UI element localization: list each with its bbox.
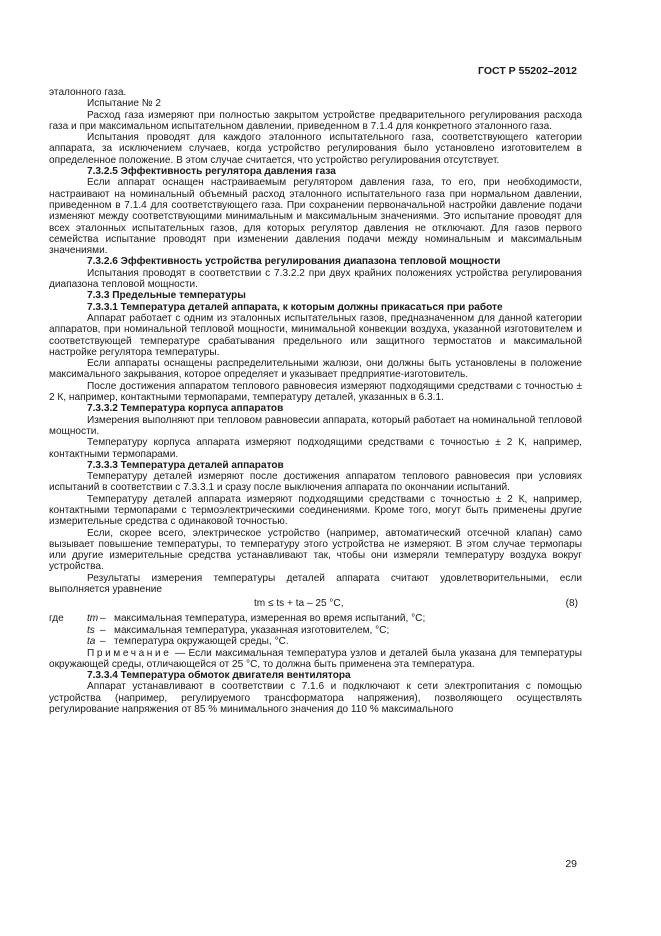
legend-dash: – <box>100 624 106 636</box>
paragraph: Испытания проводят в соответствии с 7.3.2.2 при двух крайних положениях устройства регулирования диапазона тепловой мощности. <box>49 267 582 291</box>
paragraph: Измерения выполняют при тепловом равновесии аппарата, который работает на номинальной тепловой мощности. <box>49 414 582 437</box>
section-heading-7-3-3-4: 7.3.3.4 Температура обмоток двигателя вентилятора <box>87 670 351 682</box>
test-label: Испытание № 2 <box>87 98 162 110</box>
note-paragraph <box>49 648 582 671</box>
paragraph: Расход газа измеряют при полностью закрытом устройстве предварительного регулирования расхода газа и при максимальном испытательном давлении, приведенном в 7.1.4 для конкретного эталонного газа. <box>49 109 582 132</box>
legend-symbol: ta <box>87 636 96 648</box>
document-standard-title: ГОСТ Р 55202–2012 <box>478 65 577 77</box>
equation-number: (8) <box>565 598 578 610</box>
section-heading-7-3-3-2: 7.3.3.2 Температура корпуса аппаратов <box>87 403 284 415</box>
paragraph: Если аппараты оснащены распределительными жалюзи, они должны быть установлены в положение максимального закрывания, которое определяет и указывает предприятие-изготовитель. <box>49 358 582 381</box>
note-text: — Если максимальная температура узлов и деталей была указана для температуры окружающей среды, отличающейся от 25 °C, то должна быть применена эта температура. <box>49 647 582 670</box>
paragraph: Если аппарат оснащен настраиваемым регулятором давления газа, то его, при необходимости, настраивают на номинальный объемный расход эталонного испытательного газа при нормальном давлении, приведенном в 7.1.4 для соответствующего газа. При сохранении первоначальной настройки давление подачи изменяют между соответствующими минимальным и максимальным значениями. Это испытание проводят для всех эталонных испытательных газов, для которых регулятор давления не отключают. Для газов первого семейства испытание проводят при изменении давления подачи между номинальным и максимальным значениями. <box>49 177 582 257</box>
paragraph: эталонного газа. <box>49 87 127 98</box>
section-heading-7-3-2-6: 7.3.2.6 Эффективность устройства регулирования диапазона тепловой мощности <box>87 256 501 268</box>
legend-row <box>49 636 582 647</box>
note-label: Примечание <box>87 647 172 659</box>
paragraph: Температуру деталей измеряют после достижения аппаратом теплового равновесия при условиях испытаний в соответствии с 7.3.3.1 и сразу после выключения аппарата по окончании испытаний. <box>49 471 582 494</box>
legend-text: максимальная температура, указанная изготовителем, °C; <box>114 624 390 636</box>
section-heading-7-3-2-5: 7.3.2.5 Эффективность регулятора давления газа <box>87 166 336 178</box>
section-heading-7-3-3-3: 7.3.3.3 Температура деталей аппаратов <box>87 459 284 471</box>
legend-row <box>49 613 582 624</box>
legend-symbol: tm <box>87 613 99 625</box>
paragraph: Аппарат устанавливают в соответствии с 7.1.6 и подключают к сети электропитания с помощью устройства (например, регулируемого трансформатора напряжения), позволяющего осуществлять регулирование напряжения от 85 % минимального значения до 110 % максимального <box>49 681 582 716</box>
paragraph: Аппарат работает с одним из эталонных испытательных газов, предназначенном для данной категории аппаратов, при номинальной тепловой мощности, минимальной конвекции воздуха, указанной изготовителем и соответствующей температуре срабатывания предельного или защитного термостатов и максимальной настройке регулятора температуры. <box>49 312 582 358</box>
legend-row <box>49 625 582 636</box>
symbol-legend <box>49 613 582 647</box>
legend-text: максимальная температура, измеренная во время испытаний, °C; <box>114 613 426 625</box>
equation-formula: tm ≤ ts + ta – 25 °C, <box>254 598 344 610</box>
where-label: где <box>49 613 64 625</box>
legend-dash: – <box>100 613 106 625</box>
legend-text: температура окружающей среды, °C. <box>114 636 289 648</box>
paragraph: Температуру деталей аппарата измеряют подходящими средствами с точностью ± 2 К, например, контактными термопарами с термоэлектрическими соединениями. Кроме того, могут быть применены другие измерительные средства с одинаковой точностью. <box>49 493 582 528</box>
section-heading-7-3-3: 7.3.3 Предельные температуры <box>87 290 246 302</box>
legend-symbol: ts <box>87 624 95 636</box>
equation-8 <box>49 596 582 610</box>
paragraph: Испытания проводят для каждого эталонного испытательного газа, соответствующего категории аппарата, за исключением случаев, когда устройство регулирования было установлено изготовителем в определенное положение. В этом случае считается, что устройство регулирования отсутствует. <box>49 132 582 166</box>
paragraph: Температуру корпуса аппарата измеряют подходящими средствами с точностью ± 2 К, например, контактными термопарами. <box>49 437 582 460</box>
paragraph: Если, скорее всего, электрическое устройство (например, автоматический отсечной клапан) само вызывает повышение температуры, то температуру этого устройства не измеряют. В этом случае термопары или другие измерительные средства устанавливают так, чтобы они измеряли температуру воздуха вокруг устройства. <box>49 527 582 573</box>
document-body <box>49 87 582 715</box>
paragraph: Результаты измерения температуры деталей аппарата считают удовлетворительными, если выполняется уравнение <box>49 572 582 596</box>
paragraph: После достижения аппаратом теплового равновесия измеряют подходящими средствами с точностью ± 2 К, например, контактными термопарами, температуру деталей, указанных в 6.3.1. <box>49 380 582 404</box>
page-number: 29 <box>565 858 577 870</box>
legend-dash: – <box>100 636 106 648</box>
section-heading-7-3-3-1: 7.3.3.1 Температура деталей аппарата, к которым должны прикасаться при работе <box>87 301 503 313</box>
